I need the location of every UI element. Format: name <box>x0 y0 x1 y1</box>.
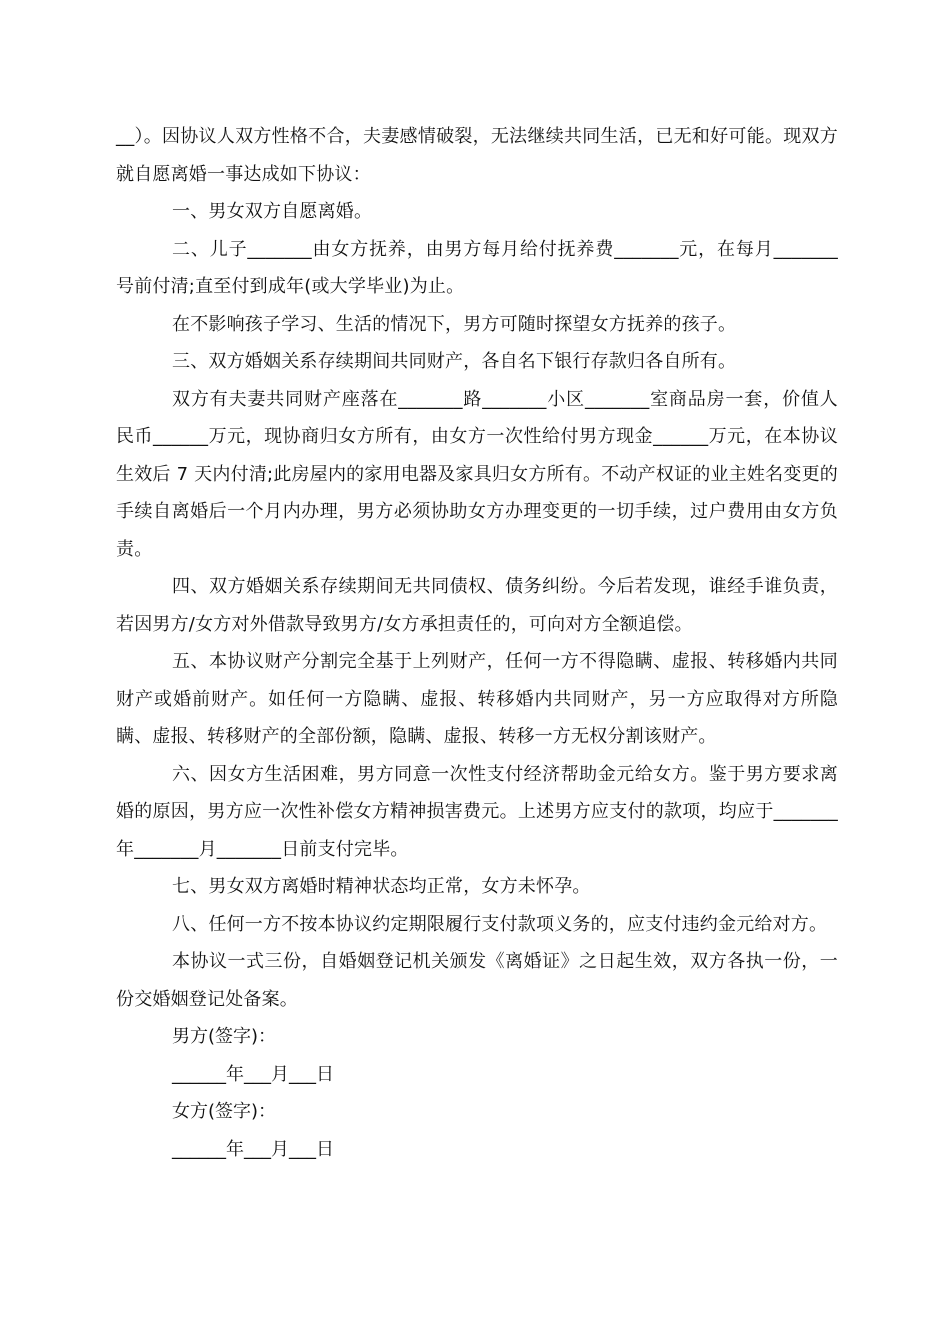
paragraph-clause-8: 八、任何一方不按本协议约定期限履行支付款项义务的，应支付违约金元给对方。 <box>172 913 828 935</box>
paragraph-clause-4: 四、双方婚姻关系存续期间无共同债权、债务纠纷。今后若发现，谁经手谁负责，若因男方/女方对外借款导致男方/女方承担责任的，可向对方全额追偿。 <box>116 576 838 635</box>
paragraph-clause-2: 二、儿子_______由女方抚养，由男方每月给付抚养费_______元，在每月_______号前付清;直至付到成年(或大学毕业)为止。 <box>116 238 838 297</box>
paragraph-property: 双方有夫妻共同财产座落在_______路_______小区_______室商品房一套，价值人民币______万元，现协商归女方所有，由女方一次性给付男方现金______万元，在本协议生效后 7 天内付清;此房屋内的家用电器及家具归女方所有。不动产权证的业主姓名变更的手续自离婚后一个月内办理，男方必须协助女方办理变更的一切手续，过户费用由女方负责。 <box>116 388 838 560</box>
male-signature-date: ______年___月___日 <box>172 1063 334 1085</box>
paragraph-visitation: 在不影响孩子学习、生活的情况下，男方可随时探望女方抚养的孩子。 <box>172 313 737 335</box>
paragraph-clause-3: 三、双方婚姻关系存续期间共同财产，各自名下银行存款归各自所有。 <box>172 351 737 372</box>
paragraph-clause-1: 一、男女双方自愿离婚。 <box>172 201 373 222</box>
paragraph-copies: 本协议一式三份，自婚姻登记机关颁发《离婚证》之日起生效，双方各执一份，一份交婚姻登记处备案。 <box>116 951 838 1010</box>
agreement-body <box>116 118 838 1168</box>
paragraph-clause-6: 六、因女方生活困难，男方同意一次性支付经济帮助金元给女方。鉴于男方要求离婚的原因，男方应一次性补偿女方精神损害费元。上述男方应支付的款项，均应于_______年_______月_______日前支付完毕。 <box>116 763 838 860</box>
paragraph-intro: __）。因协议人双方性格不合，夫妻感情破裂，无法继续共同生活，已无和好可能。现双方就自愿离婚一事达成如下协议： <box>116 126 838 185</box>
male-signature-label: 男方(签字)： <box>172 1026 277 1047</box>
paragraph-clause-5: 五、本协议财产分割完全基于上列财产，任何一方不得隐瞒、虚报、转移婚内共同财产或婚前财产。如任何一方隐瞒、虚报、转移婚内共同财产，另一方应取得对方所隐瞒、虚报、转移财产的全部份额，隐瞒、虚报、转移一方无权分割该财产。 <box>116 651 838 747</box>
female-signature-date: ______年___月___日 <box>172 1138 334 1160</box>
female-signature-label: 女方(签字)： <box>172 1101 277 1122</box>
paragraph-clause-7: 七、男女双方离婚时精神状态均正常，女方未怀孕。 <box>172 876 591 897</box>
